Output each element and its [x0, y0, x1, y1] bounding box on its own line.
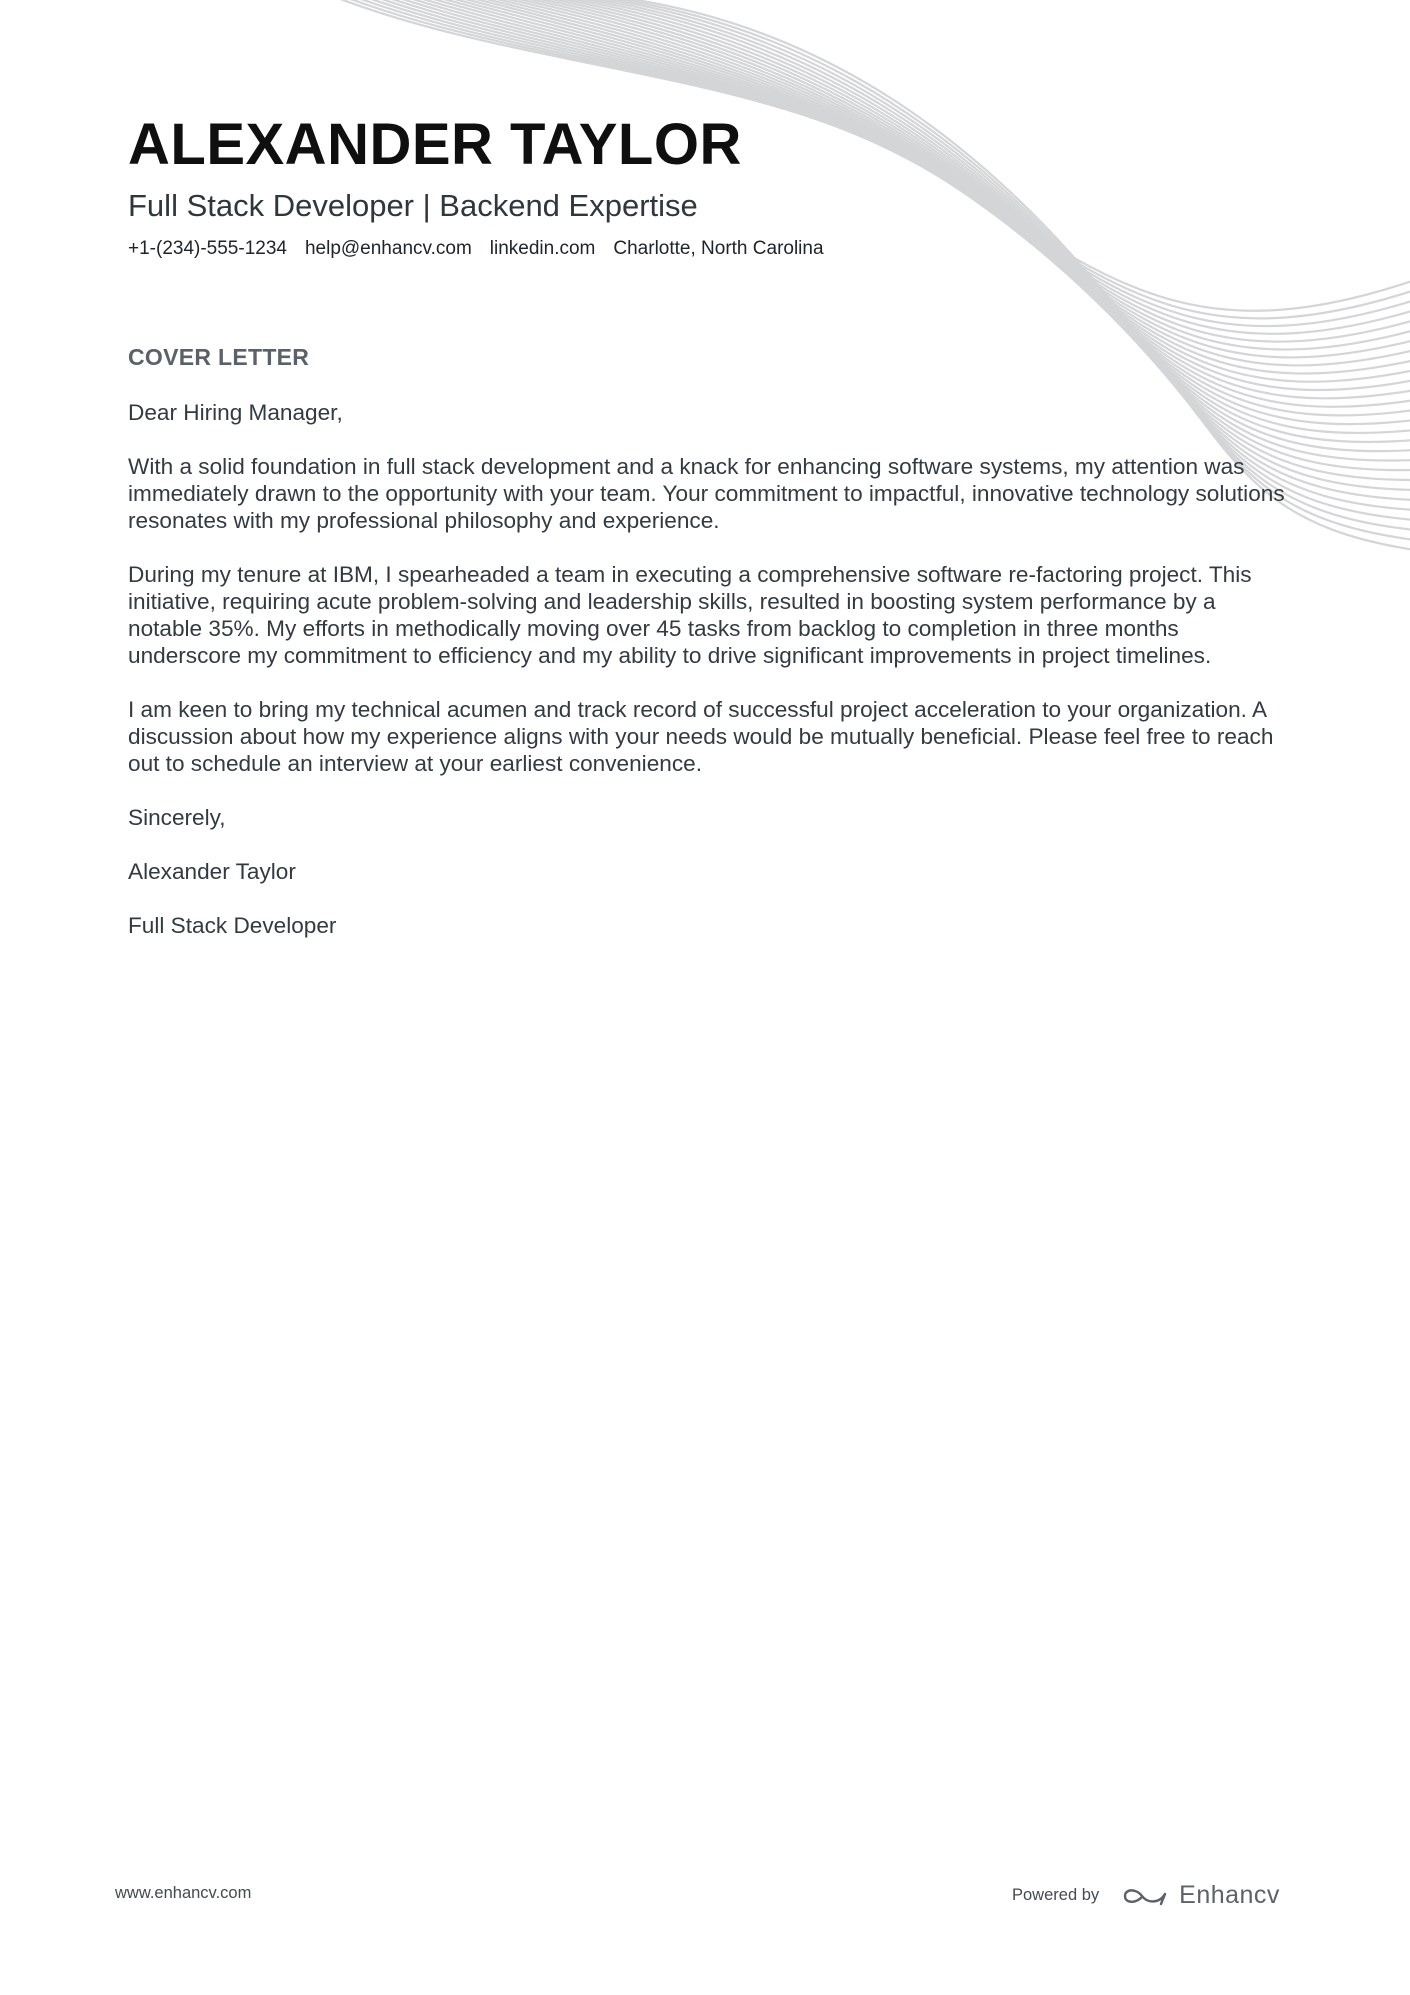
contact-phone: +1-(234)-555-1234	[128, 238, 287, 259]
contact-email[interactable]: help@enhancv.com	[304, 238, 472, 259]
candidate-name: ALEXANDER TAYLOR	[128, 112, 742, 177]
letter-paragraph-1: With a solid foundation in full stack development and a knack for enhancing software systems, my attention was immediately drawn to the opportunity with your team. Your commitment to impactful, innovative technology solutions resonates with my professional philosophy and experience.	[128, 454, 1285, 533]
salutation: Dear Hiring Manager,	[128, 400, 343, 425]
contact-location: Charlotte, North Carolina	[613, 238, 824, 259]
candidate-subtitle: Full Stack Developer | Backend Expertise	[128, 188, 698, 223]
powered-by-label: Powered by	[1012, 1886, 1100, 1904]
closing: Sincerely,	[128, 805, 226, 830]
header	[128, 108, 1288, 262]
brand-name: Enhancv	[1179, 1881, 1280, 1909]
signature-title: Full Stack Developer	[128, 913, 337, 938]
signature-name: Alexander Taylor	[128, 859, 296, 884]
footer-url[interactable]: www.enhancv.com	[115, 1884, 252, 1902]
brand-logo	[1121, 1881, 1280, 1910]
enhancv-logo-icon	[1121, 1884, 1169, 1908]
letter-body	[128, 342, 1288, 966]
powered-by	[1012, 1881, 1280, 1910]
letter-paragraph-2: During my tenure at IBM, I spearheaded a team in executing a comprehensive software re-factoring project. This initiative, requiring acute problem-solving and leadership skills, resulted in boosting system performance by a notable 35%. My efforts in methodically moving over 45 tasks from backlog to completion in three months underscore my commitment to efficiency and my ability to drive significant improvements in project timelines.	[128, 562, 1252, 668]
section-title: COVER LETTER	[128, 344, 310, 370]
contact-linkedin[interactable]: linkedin.com	[489, 238, 596, 259]
contact-line	[128, 236, 1288, 262]
letter-paragraph-3: I am keen to bring my technical acumen and track record of successful project acceleration to your organization. A discussion about how my experience aligns with your needs would be mutually beneficial. Please feel free to reach out to schedule an interview at your earliest convenience.	[128, 697, 1274, 776]
